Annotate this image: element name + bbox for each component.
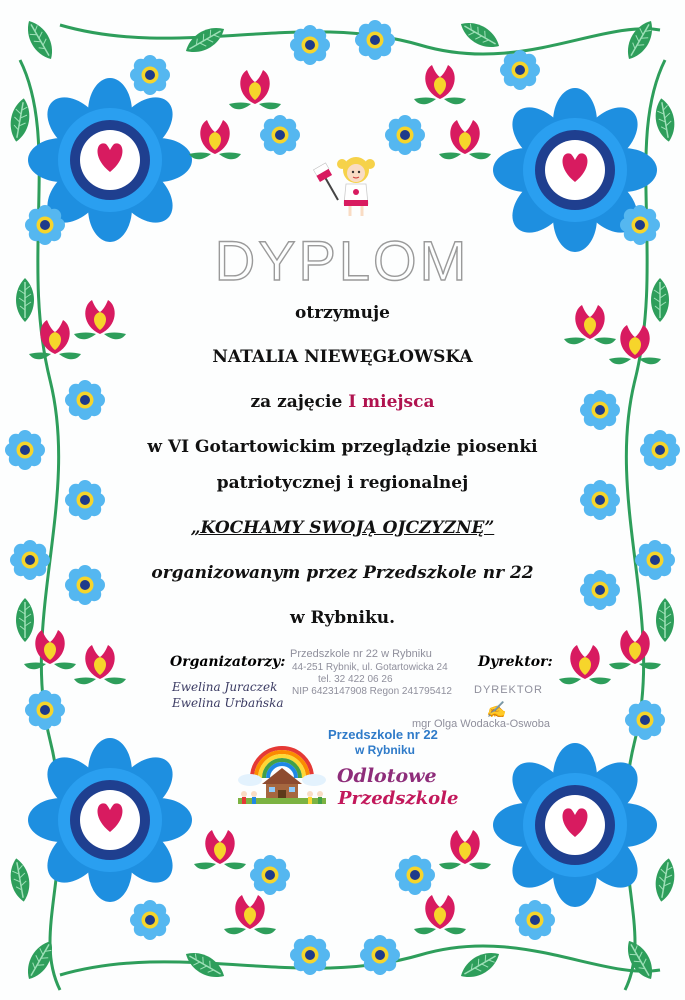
director-stamp-title: DYREKTOR: [474, 684, 543, 696]
recipient-name: NATALIA NIEWĘGŁOWSKA: [212, 347, 473, 367]
organizers-label: Organizatorzy:: [170, 654, 286, 670]
organizer-signature-2: Ewelina Urbańska: [172, 696, 284, 710]
event-line-2: patriotycznej i regionalnej: [216, 473, 469, 493]
director-signature: ✍: [486, 700, 506, 719]
event-motto: „KOCHAMY SWOJĄ OJCZYZNĘ”: [190, 518, 495, 538]
organized-by-line: organizowanym przez Przedszkole nr 22: [151, 563, 534, 583]
girl-with-flag-illustration: [312, 150, 382, 220]
stamp-line-3: tel. 32 422 06 26: [318, 674, 393, 685]
director-label: Dyrektor:: [478, 654, 553, 670]
stamp-line-4: NIP 6423147908 Regon 241795412: [292, 686, 452, 697]
receives-text: otrzymuje: [295, 303, 390, 323]
logo-brand-przedszkole: Przedszkole: [338, 788, 459, 809]
organizer-signature-1: Ewelina Juraczek: [172, 680, 278, 694]
logo-school-name: Przedszkole nr 22: [328, 727, 438, 742]
award-place: I miejsca: [348, 392, 435, 412]
award-prefix: za zajęcie: [250, 392, 343, 412]
award-line: [0, 392, 685, 412]
logo-brand-odlotowe: Odlotowe: [337, 765, 437, 787]
stamp-line-1: Przedszkole nr 22 w Rybniku: [290, 648, 432, 660]
rainbow-house-logo-icon: [232, 738, 332, 808]
event-line-1: w VI Gotartowickim przeglądzie piosenki: [147, 437, 538, 457]
logo-school-city: w Rybniku: [355, 743, 416, 757]
diploma-title: [170, 228, 515, 290]
stamp-line-2: 44-251 Rybnik, ul. Gotartowicka 24: [292, 662, 448, 673]
city-line: w Rybniku.: [289, 608, 396, 628]
diploma-title-text: DYPLOM: [214, 229, 470, 290]
director-stamp-name: mgr Olga Wodacka-Oswoba: [412, 718, 550, 730]
